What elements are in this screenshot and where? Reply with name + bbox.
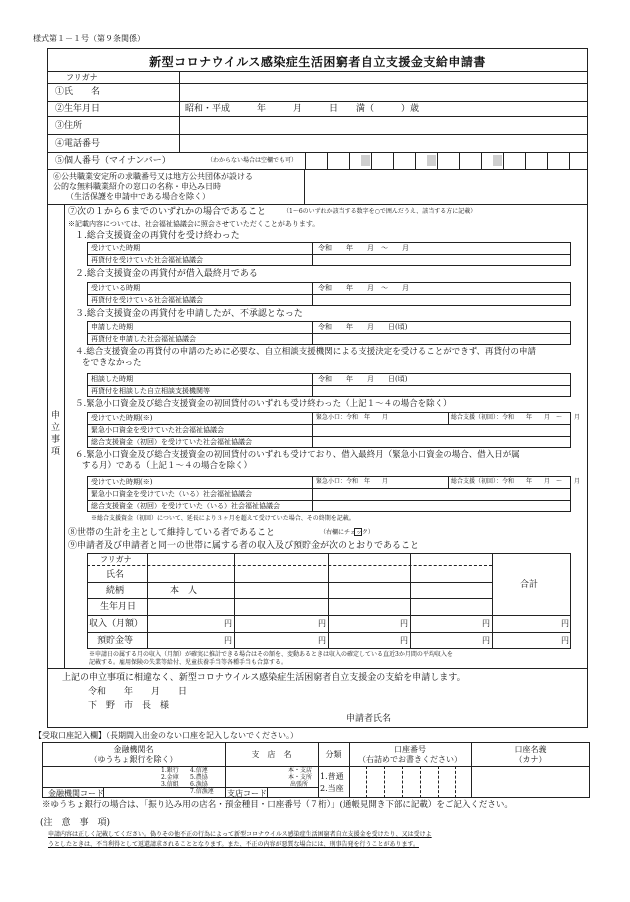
case5-title: ５.緊急小口資金及び総合支援資金の初回貸付のいずれも受け終わった（上記１～４の場合を除く） <box>75 399 452 409</box>
address-field[interactable] <box>181 117 586 133</box>
item7-heading: ⑦次の１から６までのいずれかの場合であること <box>68 207 267 217</box>
case6-sogo-period[interactable]: 総合支援（初回）：令和 年 月 ～ 月 <box>451 478 581 485</box>
type-option[interactable]: 1.普通 <box>320 772 344 781</box>
row-birth-label: 生年月日 <box>100 602 137 612</box>
item9-label: ⑨申請者及び申請者と同一の世帯に属する者の収入及び預貯金が次のとおりであること <box>68 541 420 551</box>
branch-type[interactable]: 出張所 <box>290 781 309 788</box>
yen-unit: 円 <box>318 636 326 645</box>
case5-kinkyu-council: 緊急小口資金を受けていた社会福祉協議会 <box>91 426 224 434</box>
case4-title-1: ４.総合支援資金の再貸付の申請のために必要な、自立相談支援機関による支援決定を受けることができず、再貸付の申請 <box>75 347 537 357</box>
job-office-label-1: ⑥公共職業安定所の求職番号又は地方公共団体が設ける <box>53 172 253 181</box>
case1-title: １.総合支援資金の再貸付を受け終わった <box>75 231 240 241</box>
phone-label: ④電話番号 <box>55 139 101 149</box>
mynumber-note: （わからない場合は空欄でも可） <box>207 157 298 164</box>
yen-unit: 円 <box>400 619 408 628</box>
row-income-label: 収入（月額） <box>89 619 144 629</box>
branch-label: 支 店 名 <box>251 750 292 759</box>
branch-type[interactable]: 本・支所 <box>288 774 313 781</box>
branch-code-label: 支店コード <box>227 789 267 798</box>
holder-sub: （カナ） <box>514 755 547 764</box>
branch-type[interactable]: 本・支店 <box>288 767 313 774</box>
mynumber-boxes[interactable] <box>305 152 588 169</box>
relation-self: 本 人 <box>170 586 198 596</box>
item7-heading-note: （1～6のいずれか該当する数字を○で囲んだうえ、該当する方に記載） <box>283 208 477 215</box>
yen-unit: 円 <box>400 636 408 645</box>
mynumber-label: ⑤個人番号（マイナンバー） <box>55 156 171 166</box>
case6-note: ※総合支援資金（初回）について、延長により３ヶ月を超えて受けていた場合、その終期を記載。 <box>91 515 355 522</box>
row-furigana-label: フリガナ <box>100 555 132 564</box>
case2-period-field[interactable]: 令和 年 月 ～ 月 <box>318 284 409 292</box>
household-table <box>87 553 571 649</box>
row-name-label: 氏名 <box>106 570 125 580</box>
inst-type[interactable]: 1.銀行 <box>161 767 179 774</box>
case6-kinkyu-period[interactable]: 緊急小口：令和 年 月 <box>316 478 389 485</box>
case6-kinkyu-council: 緊急小口資金を受けていた（いる）社会福祉協議会 <box>91 490 252 498</box>
case5-sogo-council: 総合支援資金（初回）を受けていた社会福祉協議会 <box>91 438 252 446</box>
case1-council-label: 再貸付を受けていた社会福祉協議会 <box>91 256 203 264</box>
phone-field[interactable] <box>181 135 586 151</box>
inst-type[interactable]: 7.信漁連 <box>190 788 214 795</box>
row-savings-label: 預貯金等 <box>97 636 134 646</box>
case6-title-1: ６.緊急小口資金及び総合支援資金の初回貸付のいずれも受けており、借入最終月（緊急小口資金の場合、借入日が属 <box>75 450 520 460</box>
inst-type[interactable]: 4.信連 <box>190 767 208 774</box>
case6-period-label: 受けていた時期(※) <box>91 478 153 486</box>
type-option[interactable]: 2.当座 <box>320 784 344 793</box>
inst-type[interactable]: 2.金庫 <box>161 774 179 781</box>
yen-unit: 円 <box>561 636 569 645</box>
form-number: 様式第１－１号（第９条関係） <box>33 34 145 43</box>
holder-label: 口座名義 <box>514 745 547 754</box>
side-label: 申立事項 <box>51 411 61 457</box>
case5-period-label: 受けていた時期(※) <box>91 414 153 422</box>
notice-line-2: うとしたときは、不当利得として返還請求されることとなります。また、不正の内容が悪質な場合には、刑事告発を行うことがあります。 <box>48 841 420 848</box>
case4-period-field[interactable]: 令和 年 月 日(頃) <box>318 375 408 383</box>
income-note-2: 記載する。雇用保険の失業等給付、児童扶養手当等各種手当も合算する。 <box>89 659 288 666</box>
inst-type[interactable]: 3.信組 <box>161 781 179 788</box>
case3-period-field[interactable]: 令和 年 月 日(頃) <box>318 323 408 331</box>
case2-title: ２.総合支援資金の再貸付が借入最終月である <box>75 269 258 279</box>
case4-agency-label: 再貸付を相談した自立相談支援機関等 <box>91 387 210 395</box>
yen-unit: 円 <box>224 619 232 628</box>
account-no-label: 口座番号 <box>394 745 426 754</box>
case2-council-label: 再貸付を受けている社会福祉協議会 <box>91 296 203 304</box>
case3-title: ３.総合支援資金の再貸付を申請したが、不承認となった <box>75 309 303 319</box>
case1-period-label: 受けていた時期 <box>91 244 140 252</box>
inst-type[interactable]: 5.農協 <box>190 774 208 781</box>
yen-unit: 円 <box>224 636 232 645</box>
application-date[interactable]: 令和 年 月 日 <box>88 687 188 697</box>
notice-line-1: 申請内容は正しく記載してください。偽りその他不正の行為によって新型コロナウイルス感染症生活困窮者自立支援金を受けたり、又は受けよ <box>48 831 432 838</box>
birthdate-label: ②生年月日 <box>55 104 101 114</box>
addressee: 下 野 市 長 様 <box>88 701 170 711</box>
income-note-1: ※申請日の属する月の収入（月額）が確実に推計できる場合はその額を、変動あるときは収入の確定している直近3か月間の平均収入を <box>89 651 453 658</box>
bank-section-title: 【受取口座記入欄】（長期間入出金のない口座を記入しないでください。） <box>34 731 298 740</box>
account-no-sub: （右詰めでお書きください） <box>358 755 462 764</box>
type-label: 分類 <box>325 750 342 759</box>
applicant-signature-label: 申請者氏名 <box>346 714 392 724</box>
yen-unit: 円 <box>318 619 326 628</box>
case6-title-2: する月）である（上記１～４の場合を除く） <box>82 461 253 471</box>
job-office-label-2: 公的な無料職業紹介の窓口の名称・申込み日時 <box>53 182 221 191</box>
applicant-signature-field[interactable] <box>396 712 576 725</box>
notice-title: (注 意 事 項) <box>40 818 111 828</box>
case4-period-label: 相談した時期 <box>91 375 133 383</box>
case3-council-label: 再貸付を申請した社会福祉協議会 <box>91 335 196 343</box>
yen-unit: 円 <box>482 636 490 645</box>
inst-code-label: 金融機関コード <box>48 789 104 798</box>
item8-checkbox[interactable] <box>354 528 362 536</box>
name-label: ①氏 名 <box>55 87 101 97</box>
case5-kinkyu-period[interactable]: 緊急小口：令和 年 月 <box>316 414 389 421</box>
job-office-field[interactable] <box>306 170 586 203</box>
item7-note: ※記載内容については、社会福祉協議会に照会させていただくことがあります。 <box>68 220 320 228</box>
name-field[interactable] <box>181 72 586 100</box>
yen-unit: 円 <box>561 619 569 628</box>
item8-label: ⑧世帯の生計を主として維持している者であること <box>68 528 276 538</box>
case6-sogo-council: 総合支援資金（初回）を受けていた（いる）社会福祉協議会 <box>91 502 280 510</box>
inst-name-label: 金融機関名 <box>113 745 154 754</box>
yucho-note: ※ゆうちょ銀行の場合は、「振り込み用の店名・預金種目・口座番号（７桁）」(通帳見開き下部に記載）をご記入ください。 <box>42 800 513 810</box>
case4-title-2: をできなかった <box>82 358 142 368</box>
address-label: ③住所 <box>55 121 83 131</box>
furigana-label: フリガナ <box>66 73 98 82</box>
inst-type[interactable]: 6.漁協 <box>190 781 208 788</box>
total-label: 合計 <box>520 580 539 590</box>
form-title: 新型コロナウイルス感染症生活困窮者自立支援金支給申請書 <box>149 55 486 69</box>
job-office-label-3: （生活保護を申請中である場合を除く） <box>66 192 210 201</box>
case1-period-field[interactable]: 令和 年 月 ～ 月 <box>318 244 409 252</box>
case5-sogo-period[interactable]: 総合支援（初回）：令和 年 月 ～ 月 <box>451 414 581 421</box>
birthdate-field[interactable]: 昭和・平成 年 月 日 満（ ）歳 <box>185 104 420 114</box>
row-relation-label: 続柄 <box>106 586 125 596</box>
declaration: 上記の申立事項に相違なく、新型コロナウイルス感染症生活困窮者自立支援金の支給を申請します。 <box>62 673 466 683</box>
yen-unit: 円 <box>482 619 490 628</box>
item8-check-note: （右欄にチェック） <box>320 529 374 536</box>
case2-period-label: 受けている時期 <box>91 284 140 292</box>
inst-name-sub: （ゆうちょ銀行を除く） <box>89 755 178 764</box>
case3-period-label: 申請した時期 <box>91 323 133 331</box>
